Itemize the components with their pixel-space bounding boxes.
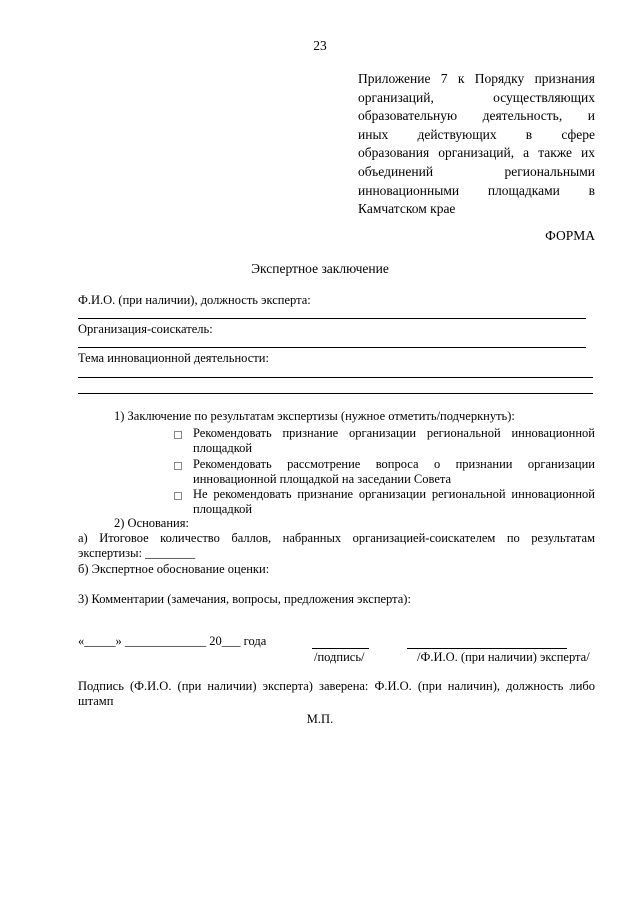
expert-field-label: Ф.И.О. (при наличии), должность эксперта:: [78, 293, 311, 307]
signature-line[interactable]: [312, 648, 369, 649]
topic-field-line[interactable]: [78, 377, 593, 378]
appendix-line: Приложение 7 к Порядку признания: [358, 71, 595, 86]
expert-name-caption: /Ф.И.О. (при наличии) эксперта/: [417, 650, 590, 664]
certification-line1: Подпись (Ф.И.О. (при наличии) эксперта) заверена: Ф.И.О. (при наличин), должность либо: [78, 679, 595, 693]
section2-heading: 2) Основания:: [114, 516, 189, 530]
signature-caption: /подпись/: [314, 650, 365, 664]
option-2-line1: Рекомендовать рассмотрение вопроса о признании организации: [193, 457, 595, 471]
topic-field-label: Тема инновационной деятельности:: [78, 351, 269, 365]
option-2-line2: инновационной площадкой на заседании Совета: [193, 472, 452, 486]
section2-a-line2: экспертизы: ________: [78, 546, 196, 560]
organization-field-line[interactable]: [78, 347, 586, 348]
appendix-line: образования организаций, а также их: [358, 145, 595, 161]
signature-date: «_____» _____________ 20___ года: [78, 634, 267, 648]
organization-field-label: Организация-соискатель:: [78, 322, 213, 336]
expert-name-line[interactable]: [407, 648, 567, 649]
form-label: ФОРМА: [545, 228, 595, 243]
expert-field-line[interactable]: [78, 318, 586, 319]
section1-heading: 1) Заключение по результатам экспертизы (нужное отметить/подчеркнуть):: [114, 409, 515, 423]
section2-a-line1: а) Итоговое количество баллов, набранных организацией-соискателем по результатам: [78, 531, 595, 545]
document-title: Экспертное заключение: [251, 261, 389, 276]
appendix-caption: [358, 70, 595, 219]
page-number: 23: [313, 38, 327, 53]
appendix-line: организаций, осуществляющих: [358, 89, 595, 105]
option-3-line1: Не рекомендовать признание организации региональной инновационной: [193, 487, 595, 501]
section3-heading: 3) Комментарии (замечания, вопросы, предложения эксперта):: [78, 592, 411, 606]
option-1-line2: площадкой: [193, 441, 253, 455]
appendix-line: Камчатском крае: [358, 201, 456, 217]
topic-field-line[interactable]: [78, 393, 593, 394]
appendix-line: образовательную деятельность, и: [358, 108, 595, 124]
certification-line2: штамп: [78, 694, 114, 708]
appendix-line: иных действующих в сфере: [358, 126, 595, 142]
option-checkbox[interactable]: [174, 492, 182, 500]
seal-placeholder: М.П.: [306, 712, 334, 726]
appendix-line: инновационными площадками в: [358, 182, 595, 198]
option-checkbox[interactable]: [174, 462, 182, 470]
section2-b: б) Экспертное обоснование оценки:: [78, 562, 270, 576]
option-1-line1: Рекомендовать признание организации региональной инновационной: [193, 426, 595, 440]
option-3-line2: площадкой: [193, 502, 253, 516]
appendix-line: объединений региональными: [358, 163, 595, 179]
option-checkbox[interactable]: [174, 431, 182, 439]
